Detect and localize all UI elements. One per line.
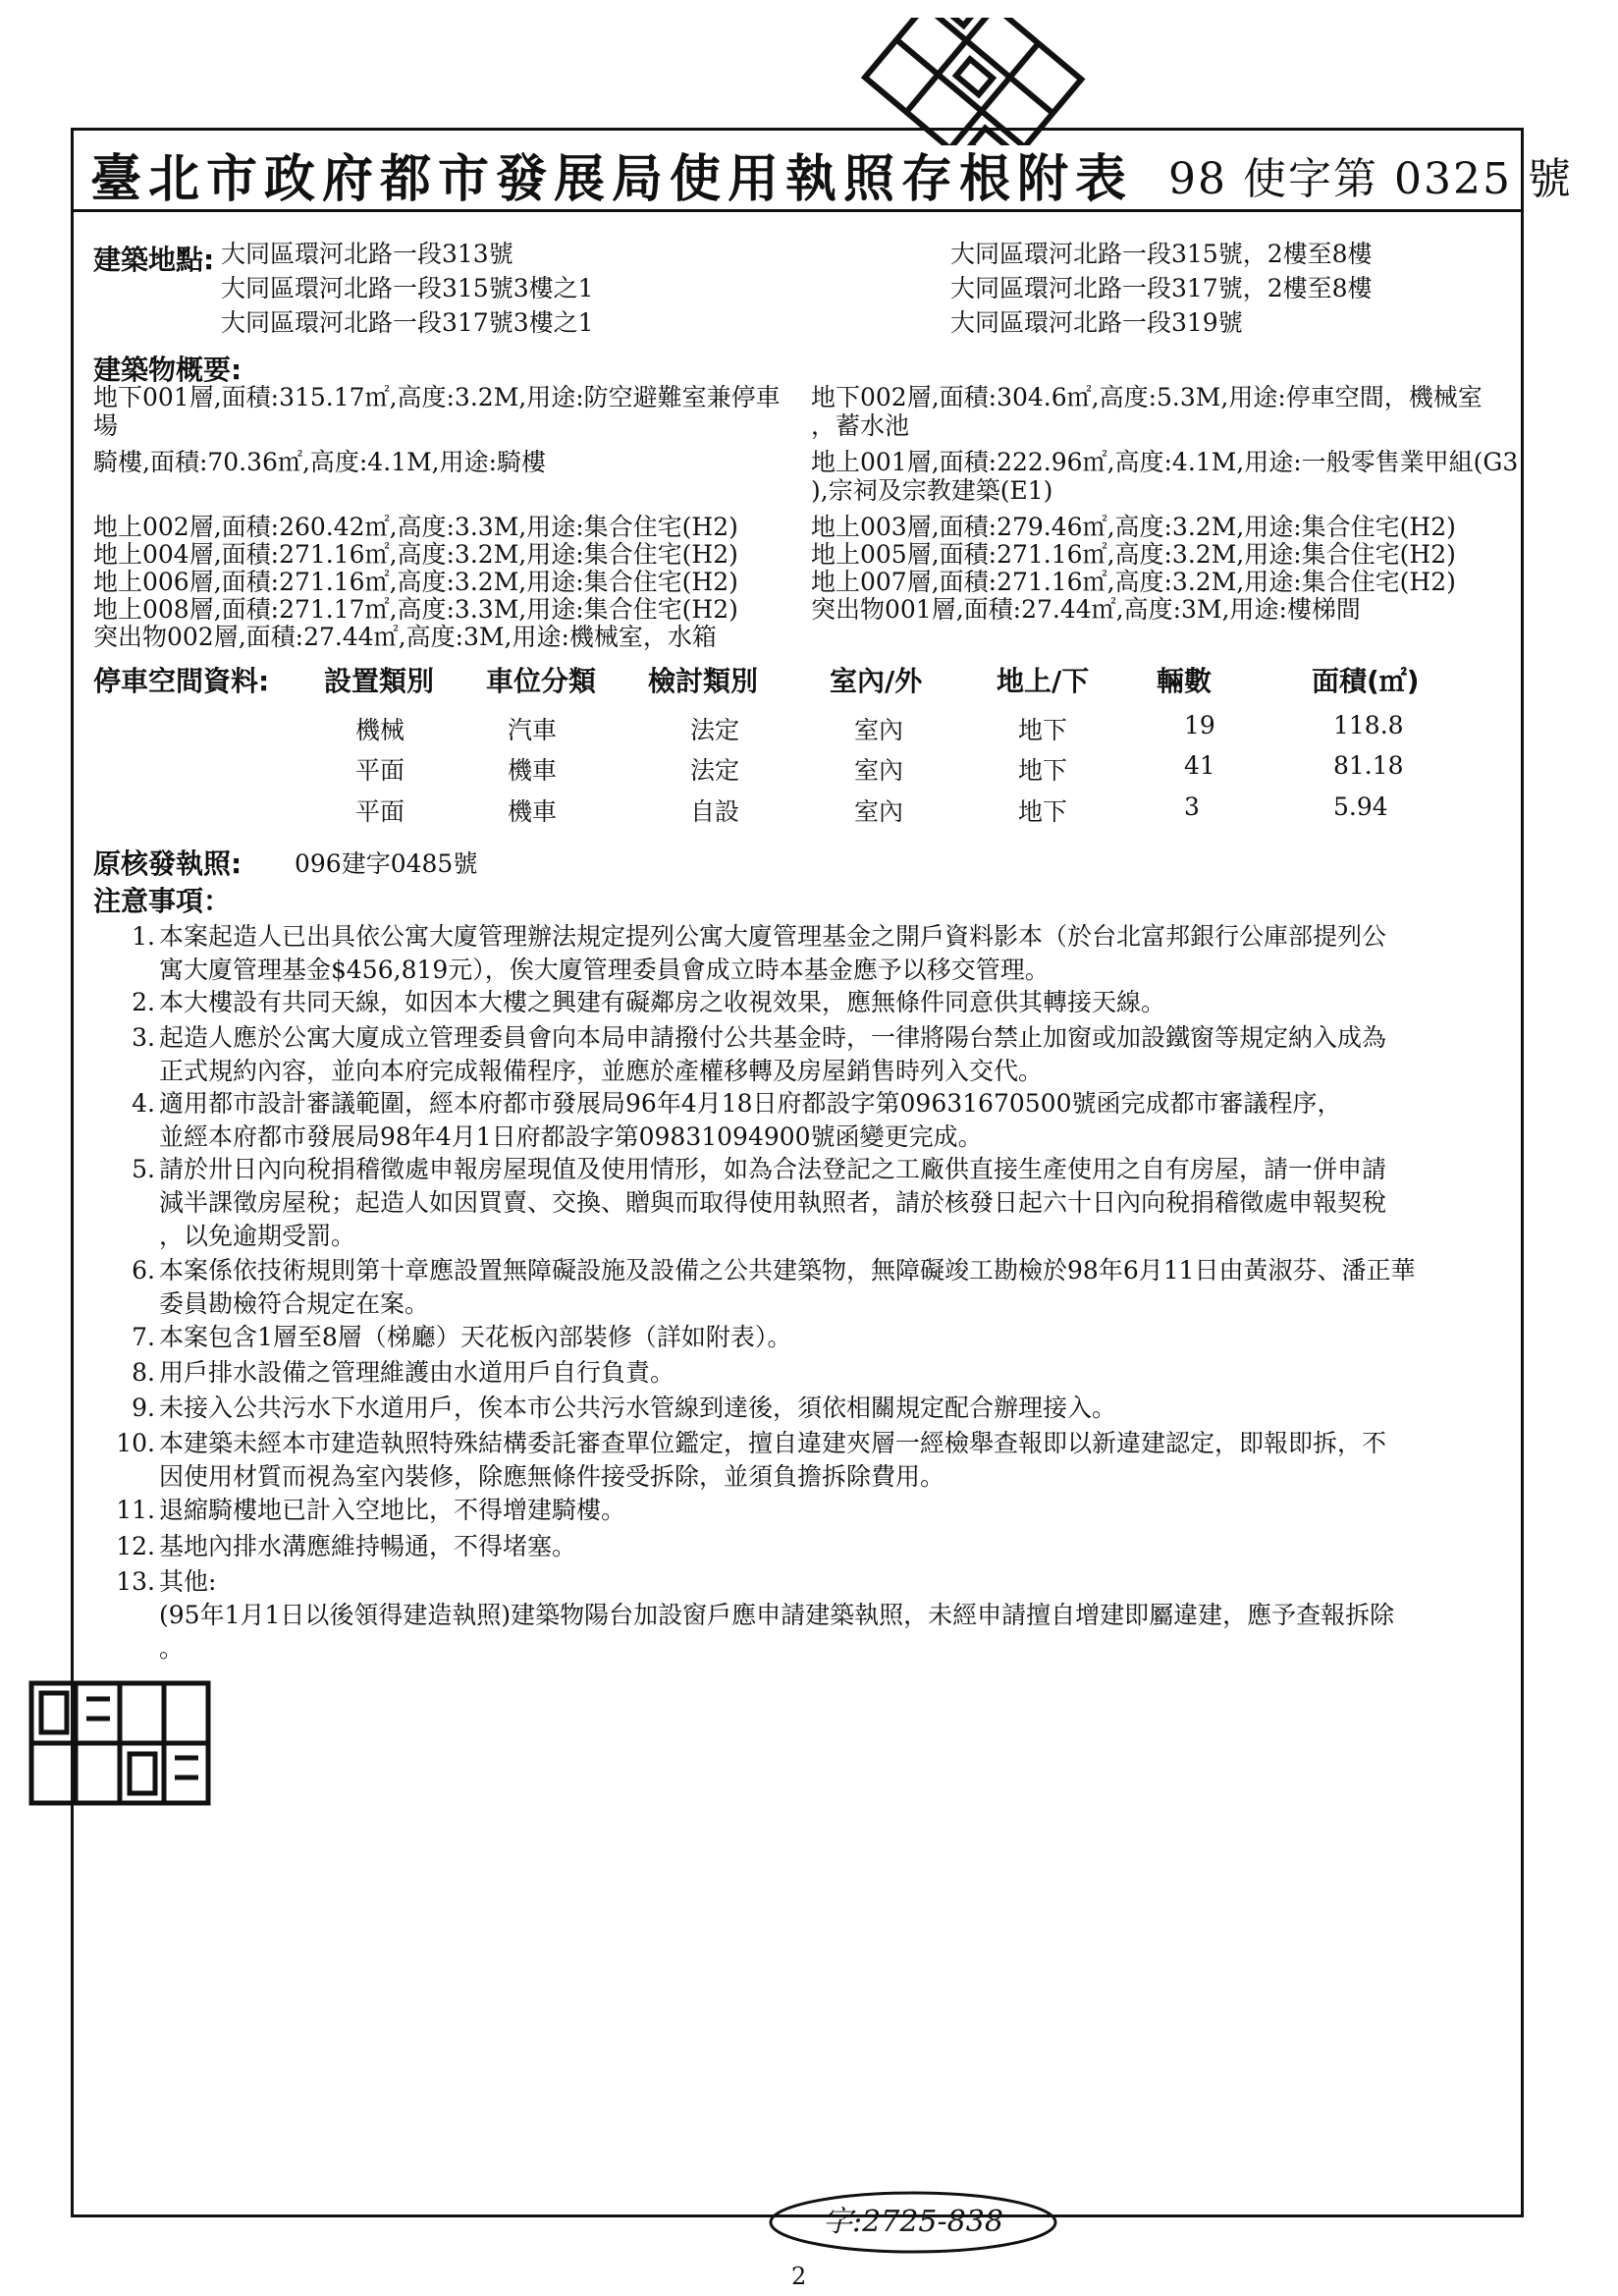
note-text: 本案包含1層至8層（梯廳）天花板內部裝修（詳如附表）。 [159,1323,792,1351]
note-text: 起造人應於公寓大廈成立管理委員會向本局申請撥付公共基金時，一律將陽台禁止加窗或加設鐵窗等規定納入成為 [159,1023,1387,1052]
note-text: 適用都市設計審議範圍，經本府都市發展局96年4月18日府都設字第09631670500號函完成都市審議程序， [159,1089,1342,1118]
parking-header-cell: 輛數 [1157,665,1213,697]
parking-header-cell: 車位分類 [486,665,597,697]
note-number: 11. [116,1496,155,1524]
note-text: 本建築未經本市建造執照特殊結構委託審查單位鑑定，擅自違建夾層一經檢舉查報即以新違建認定，即報即拆，不 [159,1429,1387,1457]
parking-cell: 41 [1184,751,1215,780]
parking-header-cell: 室內/外 [830,665,923,697]
note-text: 並經本府都市發展局98年4月1日府都設字第09831094900號函變更完成。 [159,1122,983,1151]
overview-label: 建築物概要: [93,354,243,386]
note-text: 委員勘檢符合規定在案。 [159,1289,430,1318]
note-text: 本大樓設有共同天線，如因本大樓之興建有礙鄰房之收視效果，應無條件同意供其轉接天線。 [159,988,1166,1016]
notes-label: 注意事項： [93,885,232,917]
parking-cell: 19 [1184,711,1215,739]
parking-cell: 3 [1184,793,1200,821]
note-number: 1. [132,922,155,951]
parking-cell: 法定 [690,716,740,744]
floor-info-line: 地上006層,面積:271.16㎡,高度:3.2M,用途:集合住宅(H2) [93,568,738,596]
original-permit-value: 096建字0485號 [295,849,478,878]
floor-info-line: ，蓄水池 [811,411,910,440]
note-text: 用戶排水設備之管理維護由水道用戶自行負責。 [159,1358,675,1387]
parking-cell: 5.94 [1333,793,1388,821]
note-text: 退縮騎樓地已計入空地比，不得增建騎樓。 [159,1496,626,1524]
approval-seal-stamp [27,1679,212,1807]
parking-cell: 81.18 [1333,751,1404,780]
floor-info-line: 地上001層,面積:222.96㎡,高度:4.1M,用途:一般零售業甲組(G3 [811,448,1519,476]
note-text: 未接入公共污水下水道用戶，俟本市公共污水管線到達後，須依相關規定配合辦理接入。 [159,1394,1117,1422]
note-number: 13. [116,1567,155,1596]
floor-info-line: 地下002層,面積:304.6㎡,高度:5.3M,用途:停車空間，機械室 [811,383,1483,411]
parking-cell: 平面 [355,797,405,826]
floor-info-line: 騎樓,面積:70.36㎡,高度:4.1M,用途:騎樓 [93,448,547,476]
address-left-column [221,240,594,343]
note-number: 4. [132,1089,155,1118]
address-line: 大同區環河北路一段315號，2樓至8樓 [950,240,1373,268]
note-text: 寓大廈管理基金$456,819元），俟大廈管理委員會成立時本基金應予以移交管理。 [159,956,1050,984]
floor-info-line: 地下001層,面積:315.17㎡,高度:3.2M,用途:防空避難室兼停車 [93,383,781,411]
floor-info-line: 地上002層,面積:260.42㎡,高度:3.3M,用途:集合住宅(H2) [93,513,738,541]
parking-header-cell: 面積(㎡) [1312,665,1420,697]
note-number: 10. [116,1429,155,1457]
note-text: 其他: [159,1567,217,1596]
parking-cell: 平面 [355,756,405,785]
parking-cell: 汽車 [508,716,558,744]
parking-cell: 室內 [854,797,904,826]
note-number: 9. [132,1394,155,1422]
parking-cell: 自設 [690,797,740,826]
parking-header-cell: 設置類別 [324,665,435,697]
note-number: 12. [116,1532,155,1560]
floor-info-line: 地上005層,面積:271.16㎡,高度:3.2M,用途:集合住宅(H2) [811,540,1456,569]
floor-info-line: 場 [93,411,119,440]
parking-cell: 地下 [1018,716,1068,744]
note-text: 基地內排水溝應維持暢通，不得堵塞。 [159,1532,577,1560]
parking-cell: 室內 [854,756,904,785]
address-line: 大同區環河北路一段319號 [950,308,1243,337]
floor-info-line: ),宗祠及宗教建築(E1) [811,476,1053,505]
parking-cell: 機械 [355,716,405,744]
parking-cell: 機車 [508,756,558,785]
address-right-column [950,240,1373,343]
parking-label: 停車空間資料: [93,665,270,697]
parking-cell: 室內 [854,716,904,744]
note-number: 3. [132,1023,155,1052]
parking-cell: 法定 [690,756,740,785]
floor-info-line: 地上004層,面積:271.16㎡,高度:3.2M,用途:集合住宅(H2) [93,540,738,569]
parking-header-cell: 檢討類別 [648,665,759,697]
parking-cell: 118.8 [1333,711,1404,739]
document-title: 臺北市政府都市發展局使用執照存根附表 [90,149,1134,209]
parking-header-cell: 地上/下 [997,665,1090,697]
page-number: 2 [791,2263,807,2290]
address-line: 大同區環河北路一段313號 [221,240,513,268]
floor-info-line: 突出物002層,面積:27.44㎡,高度:3M,用途:機械室，水箱 [93,623,717,651]
note-number: 5. [132,1155,155,1183]
note-number: 7. [132,1323,155,1351]
address-line: 大同區環河北路一段317號3樓之1 [221,308,594,337]
parking-cell: 地下 [1018,756,1068,785]
address-line: 大同區環河北路一段317號，2樓至8樓 [950,274,1373,302]
address-line: 大同區環河北路一段315號3樓之1 [221,274,594,302]
note-number: 6. [132,1256,155,1285]
note-text: 正式規約內容，並向本府完成報備程序，並應於產權移轉及房屋銷售時列入交代。 [159,1057,1044,1085]
floor-info-line: 地上007層,面積:271.16㎡,高度:3.2M,用途:集合住宅(H2) [811,568,1456,596]
note-text: 因使用材質而視為室內裝修，除應無條件接受拆除，並須負擔拆除費用。 [159,1462,945,1491]
serial-number-text: 字:2725-838 [823,2205,1003,2239]
note-number: 2. [132,988,155,1016]
note-text: 請於卅日內向稅捐稽徵處申報房屋現值及使用情形，如為合法登記之工廠供直接生產使用之自有房屋，請一併申請 [159,1155,1387,1183]
permit-number: 98 使字第 0325 號 [1168,154,1573,204]
note-text: 本案係依技術規則第十章應設置無障礙設施及設備之公共建築物，無障礙竣工勘檢於98年6月11日由黃淑芬、潘正華 [159,1256,1416,1285]
note-text: 減半課徵房屋稅；起造人如因買賣、交換、贈與而取得使用執照者，請於核發日起六十日內向稅捐稽徵處申報契稅 [159,1188,1387,1217]
original-permit-label: 原核發執照: [93,847,243,880]
parking-cell: 機車 [508,797,558,826]
note-text: 。 [159,1634,185,1663]
note-number: 8. [132,1358,155,1387]
official-seal-stamp [844,18,1109,145]
note-text: ，以免逾期受罰。 [159,1222,356,1250]
floor-info-line: 地上003層,面積:279.46㎡,高度:3.2M,用途:集合住宅(H2) [811,513,1456,541]
serial-number-stamp [766,2188,1060,2257]
address-label: 建築地點: [93,244,215,276]
floor-info-line: 突出物001層,面積:27.44㎡,高度:3M,用途:樓梯間 [811,595,1361,624]
floor-info-line: 地上008層,面積:271.17㎡,高度:3.3M,用途:集合住宅(H2) [93,595,738,624]
parking-cell: 地下 [1018,797,1068,826]
note-text: (95年1月1日以後領得建造執照)建築物陽台加設窗戶應申請建築執照，未經申請擅自增建即屬違建，應予查報拆除 [159,1601,1395,1629]
note-text: 本案起造人已出具依公寓大廈管理辦法規定提列公寓大廈管理基金之開戶資料影本（於台北富邦銀行公庫部提列公 [159,922,1387,951]
